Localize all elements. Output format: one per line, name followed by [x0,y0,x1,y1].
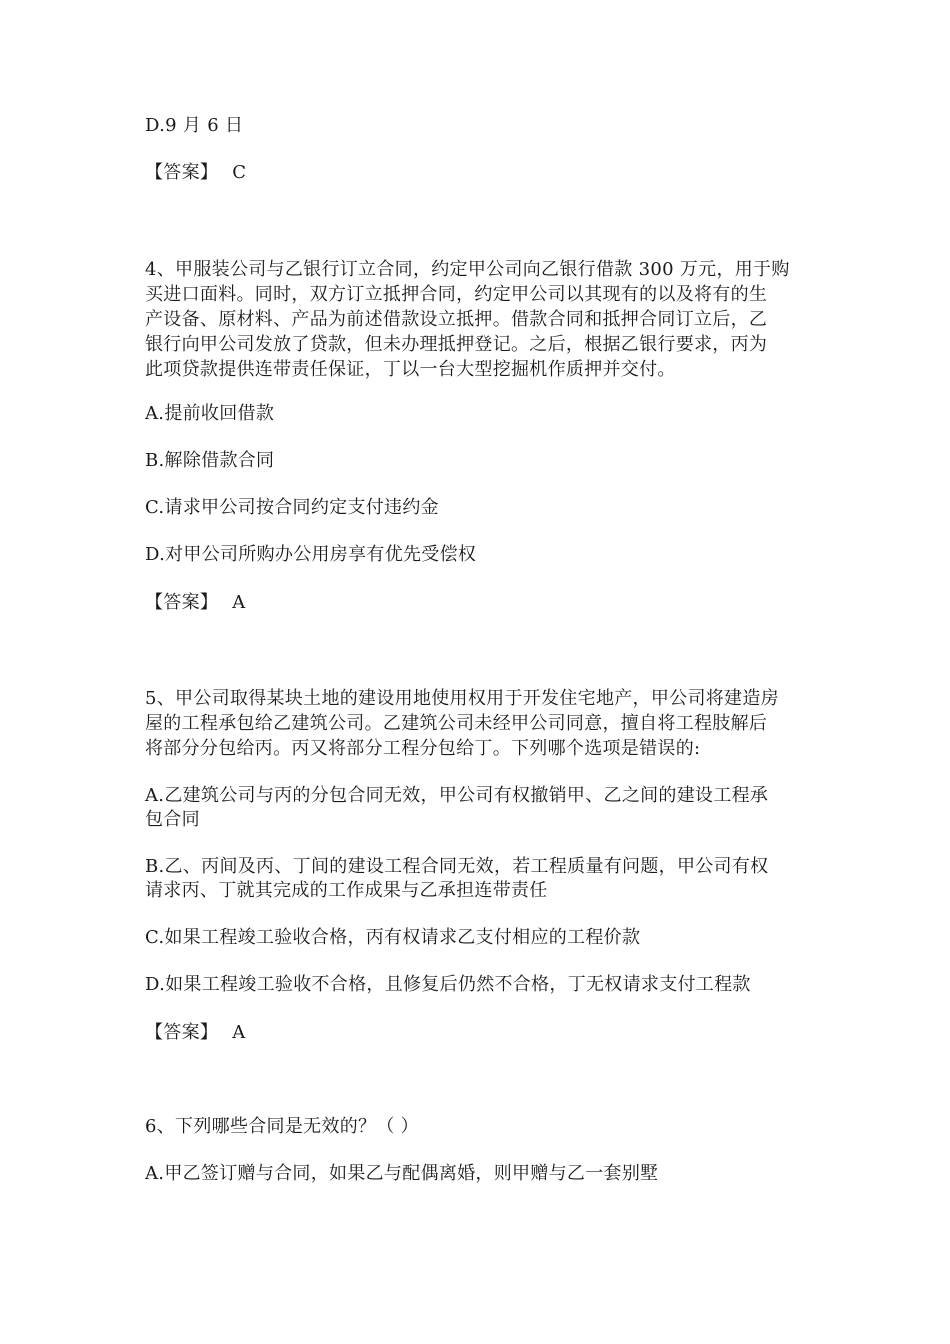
q5-stem-line: 屋的工程承包给乙建筑公司。乙建筑公司未经甲公司同意，擅自将工程肢解后 [145,713,768,734]
q5-stem-line: 5、甲公司取得某块土地的建设用地使用权用于开发住宅地产，甲公司将建造房 [145,688,779,709]
q5-option-b-line: 请求丙、丁就其完成的工作成果与乙承担连带责任 [145,880,548,901]
q4-stem-line: 买进口面料。同时，双方订立抵押合同，约定甲公司以其现有的以及将有的生 [145,284,768,305]
q5-option-a-line: 包合同 [145,809,200,830]
q3-answer [145,161,815,185]
q4-option-d: D.对甲公司所购办公用房享有优先受偿权 [145,544,477,565]
q5-option-d: D.如果工程竣工验收不合格，且修复后仍然不合格，丁无权请求支付工程款 [145,974,751,995]
q4-stem-line: 产设备、原材料、产品为前述借款设立抵押。借款合同和抵押合同订立后，乙 [145,309,768,330]
q4-stem-line: 银行向甲公司发放了贷款，但未办理抵押登记。之后，根据乙银行要求，丙为 [145,334,768,355]
q4-option-c: C.请求甲公司按合同约定支付违约金 [145,497,439,518]
q5-option-c: C.如果工程竣工验收合格，丙有权请求乙支付相应的工程价款 [145,927,641,948]
q4-option-a: A.提前收回借款 [145,403,275,424]
q3-option-d: D.9 月 6 日 [145,115,244,136]
q5-option-a-line: A.乙建筑公司与丙的分包合同无效，甲公司有权撤销甲、乙之间的建设工程承 [145,785,769,806]
answer-value: C [232,162,247,183]
q4-stem-line: 4、甲服装公司与乙银行订立合同，约定甲公司向乙银行借款 300 万元，用于购 [145,259,790,280]
q5-answer [145,1021,815,1045]
q6-stem: 6、下列哪些合同是无效的？（ ） [145,1116,419,1137]
q5-option-b-line: B.乙、丙间及丙、丁间的建设工程合同无效，若工程质量有问题，甲公司有权 [145,856,769,877]
q5-stem-line: 将部分分包给丙。丙又将部分工程分包给丁。下列哪个选项是错误的: [145,738,701,759]
q4-stem-line: 此项贷款提供连带责任保证，丁以一台大型挖掘机作质押并交付。 [145,359,676,380]
q4-answer [145,591,815,615]
q4-option-b: B.解除借款合同 [145,450,275,471]
answer-label: 【答案】 [145,592,219,613]
q6-option-a: A.甲乙签订赠与合同，如果乙与配偶离婚，则甲赠与乙一套别墅 [145,1163,659,1184]
answer-label: 【答案】 [145,1022,219,1043]
answer-value: A [232,592,246,613]
answer-label: 【答案】 [145,162,219,183]
answer-value: A [232,1022,246,1043]
